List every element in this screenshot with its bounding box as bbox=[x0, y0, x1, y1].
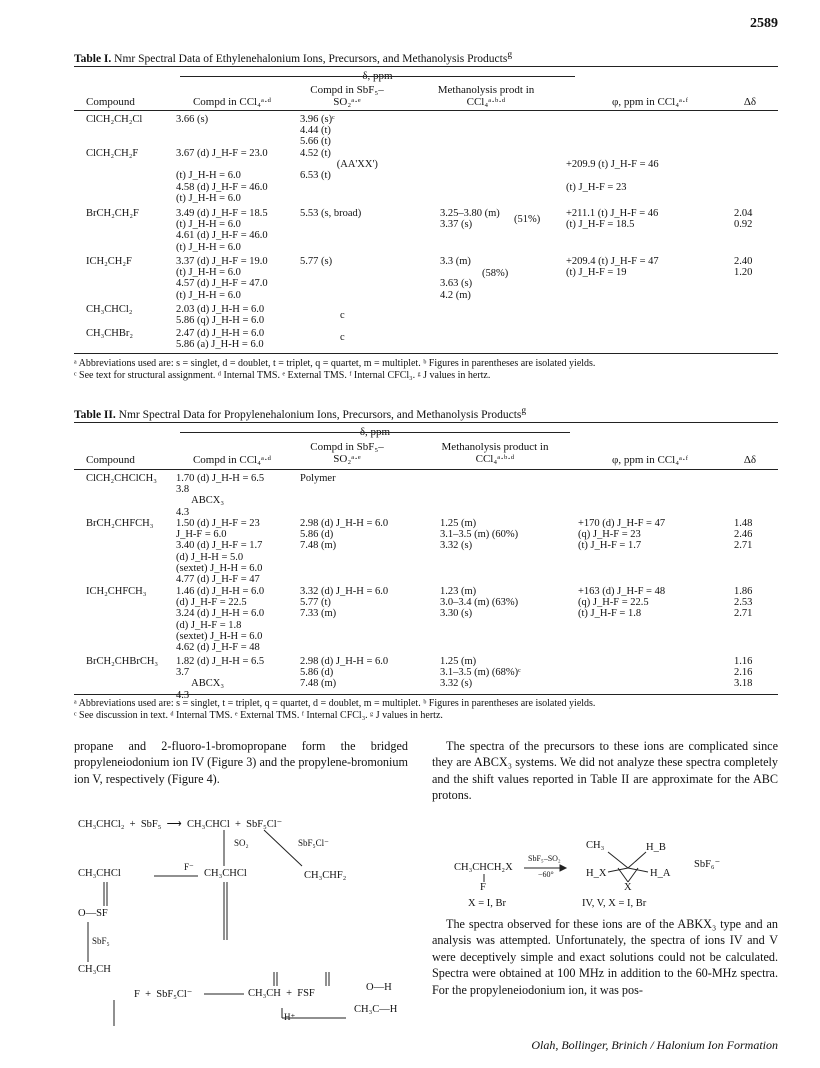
t2-r3-c5: 1.16 2.16 3.18 bbox=[734, 656, 753, 690]
page-number: 2589 bbox=[750, 16, 778, 31]
table1-span-label: δ, ppm bbox=[362, 70, 393, 82]
table2-span-rule bbox=[180, 432, 570, 433]
t2-r1-c3: 1.25 (m) 3.1–3.5 (m) (60%) 3.32 (s) bbox=[440, 518, 519, 552]
reaction-scheme bbox=[74, 790, 414, 1030]
scheme-sbf5cl: SbF₅Cl⁻ bbox=[298, 838, 329, 848]
scheme-line1: CH₃CHCl₂ + SbF₅ ⟶ CH₃CHCl + SbF₅Cl⁻ bbox=[78, 819, 283, 830]
t1-r3-c3: 3.3 (m) 3.63 (s) 4.2 (m) bbox=[440, 256, 473, 301]
struct-ch3: CH₃ bbox=[586, 840, 605, 851]
t1-head-delta: Δδ bbox=[743, 96, 757, 108]
t1-r3-c2: 5.77 (s) bbox=[300, 256, 333, 267]
t2-head-sbf5: Compd in SbF₅–SO₂ᵃ·ᵉ bbox=[310, 441, 384, 465]
t2-r1-c2: 2.98 (d) J_H-H = 6.0 5.86 (d) 7.48 (m) bbox=[300, 518, 389, 552]
t1-r1-c4: +209.9 (t) J_H-F = 46 (t) J_H-F = 23 bbox=[566, 159, 659, 193]
halonium-structure bbox=[432, 838, 778, 908]
table1-head-rule bbox=[74, 110, 778, 111]
struct-hb: H_B bbox=[646, 842, 666, 853]
table2-head-rule bbox=[74, 469, 778, 470]
t1-r5-c1: 2.47 (d) J_H-H = 6.0 5.86 (a) J_H-H = 6.0 bbox=[176, 328, 265, 351]
table1-top-rule bbox=[74, 66, 778, 67]
struct-reactant-f: F bbox=[480, 882, 486, 893]
table1-span-rule bbox=[180, 76, 575, 77]
t1-r3-yield: (58%) bbox=[482, 268, 509, 279]
table1-caption: Table I. Nmr Spectral Data of Ethylenehalonium Ions, Precursors, and Methanolysis Products$^g$ bbox=[74, 49, 513, 65]
scheme-ch3chcl-mid: CH₃CHCl bbox=[204, 868, 247, 879]
t2-r1-compound: BrCH₂CHFCH₃ bbox=[86, 518, 154, 529]
t1-r3-c1: 3.37 (d) J_H-F = 19.0 (t) J_H-H = 6.0 4.57 (d) J_H-F = 47.0 (t) J_H-H = 6.0 bbox=[176, 256, 268, 301]
t2-r3-c2: 2.98 (d) J_H-H = 6.0 5.86 (d) 7.48 (m) bbox=[300, 656, 389, 690]
right-paragraph-2: The spectra observed for these ions are of the ABKX₃ type and an analysis was attempted. Unfortunately, the spectra of ions IV and V were deceptively simple and exact solutions could not be calculated. Spectra were obtained at 100 MHz in addition to the 60-MHz spectra. For the propyleneiodonium ion, it was pos- bbox=[432, 917, 778, 997]
t1-head-sbf5: Compd in SbF₅–SO₂ᵃ·ᵉ bbox=[310, 84, 384, 108]
scheme-so2: SO₂ bbox=[234, 838, 249, 848]
t1-r3-c4: +209.4 (t) J_H-F = 47 (t) J_H-F = 19 bbox=[566, 256, 659, 279]
struct-x: X bbox=[624, 882, 632, 893]
t1-r3-c5: 2.40 1.20 bbox=[734, 256, 753, 279]
struct-ha: H_A bbox=[650, 868, 671, 879]
struct-temp: −60° bbox=[538, 870, 554, 879]
scheme-bonds bbox=[74, 790, 414, 1030]
struct-bonds bbox=[432, 838, 778, 908]
table2-footnote: ᵃ Abbreviations used are: s = singlet, t = triplet, q = quartet, d = doublet, m = multiplet. ᵇ Figures in parentheses are isolated yields. ᶜ See discussion in text. ᵈ Internal TMS. ᵉ External TMS. ᶠ Internal CFCl₃. ᵍ J values in hertz. bbox=[74, 698, 596, 721]
table2-caption: Table II. Nmr Spectral Data for Propylenehalonium Ions, Precursors, and Methanolysis Products$^g$ bbox=[74, 405, 527, 421]
t1-r1-c2: 4.52 (t) (AA'XX') 6.53 (t) bbox=[300, 148, 378, 182]
scheme-hplus: H⁺ bbox=[284, 1012, 296, 1022]
scheme-fminus: F⁻ bbox=[184, 862, 194, 872]
right-paragraph-1: The spectra of the precursors to these ions are complicated since they are ABCX₃ systems. We did not analyze these spectra completely and the shift values reported in Table II are approximate for the ABC protons. bbox=[432, 739, 778, 803]
t2-r2-c2: 3.32 (d) J_H-H = 6.0 5.77 (t) 7.33 (m) bbox=[300, 586, 389, 620]
scheme-osf: O—SF bbox=[78, 908, 108, 919]
t1-r0-c2: 3.96 (s)ᶜ 4.44 (t) 5.66 (t) bbox=[300, 114, 335, 148]
t1-r2-c3: 3.25–3.80 (m) 3.37 (s) bbox=[440, 208, 500, 231]
t1-r2-compound: BrCH₂CH₂F bbox=[86, 208, 139, 219]
t1-r2-c2: 5.53 (s, broad) bbox=[300, 208, 362, 219]
t2-r1-c5: 1.48 2.46 2.71 bbox=[734, 518, 753, 552]
scheme-prod1: CH₃CH + FSF bbox=[248, 988, 315, 999]
t2-r2-c5: 1.86 2.53 2.71 bbox=[734, 586, 753, 620]
t2-r0-c2: Polymer bbox=[300, 473, 336, 484]
t2-r3-c1: 1.82 (d) J_H-H = 6.5 3.7 ABCX₃ 4.3 bbox=[176, 656, 265, 701]
t1-r2-c5: 2.04 0.92 bbox=[734, 208, 753, 231]
t2-head-compound: Compound bbox=[86, 454, 135, 466]
t2-r0-c1: 1.70 (d) J_H-H = 6.5 3.8 ABCX₃ 4.3 bbox=[176, 473, 265, 518]
t1-r0-c1: 3.66 (s) bbox=[176, 114, 209, 125]
t2-head-methanolysis: Methanolysis product in CCl₄ᵃ·ᵇ·ᵈ bbox=[441, 441, 549, 465]
t2-r3-compound: BrCH₂CHBrCH₃ bbox=[86, 656, 159, 667]
table2-span-label: δ, ppm bbox=[359, 426, 391, 438]
table2-top-rule bbox=[74, 422, 778, 423]
t2-r1-c4: +170 (d) J_H-F = 47 (q) J_H-F = 23 (t) J_H-F = 1.7 bbox=[578, 518, 666, 552]
t2-head-delta: Δδ bbox=[743, 454, 757, 466]
scheme-ch3chcl-left: CH₃CHCl bbox=[78, 868, 121, 879]
scheme-oh: O—H bbox=[366, 982, 392, 993]
t1-head-compound: Compound bbox=[86, 96, 135, 108]
left-paragraph: propane and 2-fluoro-1-bromopropane form the bridged propyleneiodonium ion IV (Figure 3) and the propylene-bromonium ion V, respectively (Figure 4). bbox=[74, 739, 408, 786]
table1-footnote: ᵃ Abbreviations used are: s = singlet, d = doublet, t = triplet, q = quartet, m = multiplet. ᵇ Figures in parentheses are isolated yields. ᶜ See text for structural assignment. ᵈ Internal TMS. ᵉ External TMS. ᶠ Internal CFCl₃. ᵍ J values in hertz. bbox=[74, 358, 596, 381]
scheme-sbf5: SbF₅ bbox=[92, 936, 110, 946]
t1-r1-compound: ClCH₂CH₂F bbox=[86, 148, 139, 159]
t2-head-phi: φ, ppm in CCl₄ᵃ·ᶠ bbox=[612, 454, 688, 466]
t2-r3-c3: 1.25 (m) 3.1–3.5 (m) (68%)ᶜ 3.32 (s) bbox=[440, 656, 521, 690]
t1-r3-compound: ICH₂CH₂F bbox=[86, 256, 132, 267]
struct-reagent: SbF₅–SO₂ bbox=[528, 854, 561, 863]
t1-head-methanolysis: Methanolysis prodt in CCl₄ᵃ·ᵇ·ᵈ bbox=[437, 84, 535, 108]
struct-xlabel: X = I, Br bbox=[468, 898, 507, 909]
struct-ion-label: IV, V, X = I, Br bbox=[582, 898, 647, 909]
t1-r5-c2: c bbox=[340, 332, 345, 343]
running-footer: Olah, Bollinger, Brinich / Halonium Ion Formation bbox=[531, 1038, 778, 1052]
t2-r2-c3: 1.23 (m) 3.0–3.4 (m) (63%) 3.30 (s) bbox=[440, 586, 519, 620]
t1-r5-compound: CH₃CHBr₂ bbox=[86, 328, 133, 339]
t1-r4-c2: c bbox=[340, 310, 345, 321]
t1-r2-yield: (51%) bbox=[514, 214, 541, 225]
t1-r0-compound: ClCH₂CH₂Cl bbox=[86, 114, 143, 125]
table1-bottom-rule bbox=[74, 353, 778, 354]
t1-r4-compound: CH₃CHCl₂ bbox=[86, 304, 133, 315]
t2-r2-c4: +163 (d) J_H-F = 48 (q) J_H-F = 22.5 (t) J_H-F = 1.8 bbox=[578, 586, 666, 620]
t1-r1-c1: 3.67 (d) J_H-F = 23.0 (t) J_H-H = 6.0 4.58 (d) J_H-F = 46.0 (t) J_H-H = 6.0 bbox=[176, 148, 268, 204]
t2-r0-compound: ClCH₂CHClCH₃ bbox=[86, 473, 157, 484]
t1-r2-c1: 3.49 (d) J_H-F = 18.5 (t) J_H-H = 6.0 4.61 (d) J_H-F = 46.0 (t) J_H-H = 6.0 bbox=[176, 208, 268, 253]
t1-r2-c4: +211.1 (t) J_H-F = 46 (t) J_H-F = 18.5 bbox=[566, 208, 659, 231]
t1-head-ccl4: Compd in CCl₄ᵃ·ᵈ bbox=[192, 96, 272, 108]
t2-r1-c1: 1.50 (d) J_H-F = 23 J_H-F = 6.0 3.40 (d) J_H-F = 1.7 (d) J_H-H = 5.0 (sextet) J_H-H = 6.0 4.77 (d) J_H-F = 47 bbox=[176, 518, 263, 586]
table2-bottom-rule bbox=[74, 694, 778, 695]
scheme-ch3ch: CH₃CH bbox=[78, 964, 111, 975]
struct-reactant: CH₃CHCH₂X bbox=[454, 862, 513, 873]
t1-head-phi: φ, ppm in CCl₄ᵃ·ᶠ bbox=[612, 96, 688, 108]
t1-r4-c1: 2.03 (d) J_H-H = 6.0 5.86 (q) J_H-H = 6.0 bbox=[176, 304, 265, 327]
t2-r2-compound: ICH₂CHFCH₃ bbox=[86, 586, 147, 597]
scheme-bottom: F + SbF₅Cl⁻ bbox=[134, 989, 193, 1000]
struct-anion: SbF₆⁻ bbox=[694, 859, 721, 870]
t2-r2-c1: 1.46 (d) J_H-H = 6.0 (d) J_H-F = 22.5 3.24 (d) J_H-H = 6.0 (d) J_H-F = 1.8 (sextet) J_H-H = 6.0 4.62 (d) J_H-F = 48 bbox=[176, 586, 265, 654]
scheme-ch3ch-h: CH₃C—H bbox=[354, 1004, 398, 1015]
struct-hx: H_X bbox=[586, 868, 607, 879]
t2-head-ccl4: Compd in CCl₄ᵃ·ᵈ bbox=[192, 454, 272, 466]
scheme-ch3chf2: CH₃CHF₂ bbox=[304, 870, 347, 881]
